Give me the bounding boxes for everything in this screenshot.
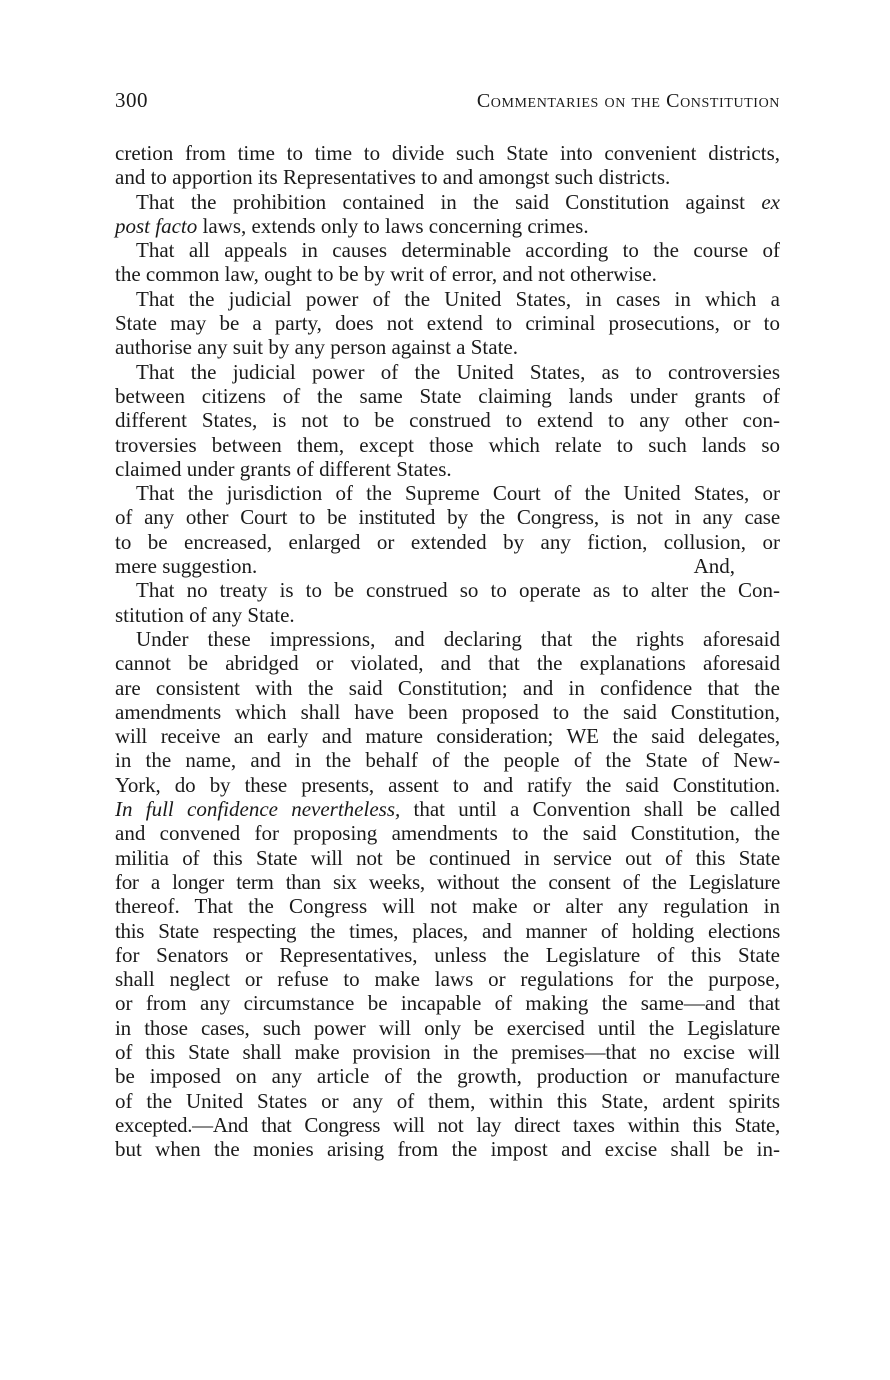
text-line: of any other Court to be instituted by the Congress, is not in any case: [115, 505, 780, 530]
text-line: or from any circumstance be incapable of making the same—and that: [115, 991, 780, 1016]
text-line: That the jurisdiction of the Supreme Court of the United States, or: [136, 481, 780, 506]
text-line: but when the monies arising from the impost and excise shall be in-: [115, 1137, 780, 1162]
body-text: [115, 141, 780, 1161]
running-title: Commentaries on the Constitution: [476, 90, 780, 112]
text-line: [115, 214, 780, 238]
text-span: That the prohibition contained in the said Constitution against: [136, 189, 762, 214]
text-line: stitution of any State.: [115, 602, 295, 627]
text-line: [115, 190, 780, 214]
text-line: thereof. That the Congress will not make or alter any regulation in: [115, 894, 780, 919]
text-line: and convened for proposing amendments to the said Constitution, the: [115, 821, 780, 846]
text-line: to be encreased, enlarged or extended by any fiction, collusion, or: [115, 529, 780, 554]
text-line: different States, is not to be construed to extend to any other con-: [115, 408, 780, 433]
text-line: are consistent with the said Constitution; and in confidence that the: [115, 675, 780, 700]
text-line: excepted.—And that Congress will not lay direct taxes within this State,: [115, 1112, 780, 1137]
text-line: militia of this State will not be continued in service out of this State: [115, 845, 780, 870]
text-line: in those cases, such power will only be exercised until the Legislature: [115, 1015, 780, 1040]
text-line: That the judicial power of the United States, in cases in which a: [136, 286, 780, 311]
text-line: amendments which shall have been proposed to the said Constitution,: [115, 699, 780, 724]
italic-text: post facto: [115, 213, 198, 238]
text-line: [115, 554, 780, 578]
text-line: State may be a party, does not extend to criminal prosecutions, or to: [115, 311, 780, 336]
italic-text: ex: [761, 189, 780, 214]
text-line: and to apportion its Representatives to and amongst such districts.: [115, 165, 671, 190]
text-line: [115, 797, 780, 821]
text-span: mere suggestion.: [115, 554, 258, 579]
text-line: of this State shall make provision in the premises—that no excise will: [115, 1039, 780, 1064]
text-line: will receive an early and mature consideration; WE the said delegates,: [115, 724, 780, 749]
document-page: [115, 88, 780, 1161]
text-line: of the United States or any of them, within this State, ardent spirits: [115, 1088, 780, 1113]
text-line: shall neglect or refuse to make laws or regulations for the purpose,: [115, 967, 780, 992]
text-line: troversies between them, except those which relate to such lands so: [115, 432, 780, 457]
text-span: laws, extends only to laws concerning crimes.: [197, 213, 589, 238]
text-line: York, do by these presents, assent to and ratify the said Constitution.: [115, 772, 780, 797]
page-number: 300: [115, 88, 148, 112]
text-line: That the judicial power of the United States, as to controversies: [136, 359, 780, 384]
text-line: That no treaty is to be construed so to operate as to alter the Con-: [136, 578, 780, 603]
text-line: claimed under grants of different States.: [115, 456, 452, 481]
text-line: for a longer term than six weeks, without the consent of the Legislature: [115, 869, 780, 894]
text-line: the common law, ought to be by writ of error, and not otherwise.: [115, 262, 657, 287]
text-span: And,: [693, 554, 735, 579]
text-line: authorise any suit by any person against a State.: [115, 335, 518, 360]
text-line: cannot be abridged or violated, and that the explanations aforesaid: [115, 651, 780, 676]
text-line: for Senators or Representatives, unless the Legislature of this State: [115, 942, 780, 967]
text-line: in the name, and in the behalf of the people of the State of New-: [115, 748, 780, 773]
text-line: be imposed on any article of the growth, production or manufacture: [115, 1064, 780, 1089]
text-line: between citizens of the same State claiming lands under grants of: [115, 383, 780, 408]
text-line: this State respecting the times, places, and manner of holding elections: [115, 918, 780, 943]
italic-text: In full confidence nevertheless,: [115, 797, 401, 822]
running-head: [115, 88, 780, 116]
text-line: That all appeals in causes determinable according to the course of: [136, 238, 780, 263]
text-span: that until a Convention shall be called: [400, 797, 780, 822]
text-line: Under these impressions, and declaring that the rights aforesaid: [136, 626, 780, 651]
text-line: cretion from time to time to divide such State into convenient districts,: [115, 141, 780, 165]
